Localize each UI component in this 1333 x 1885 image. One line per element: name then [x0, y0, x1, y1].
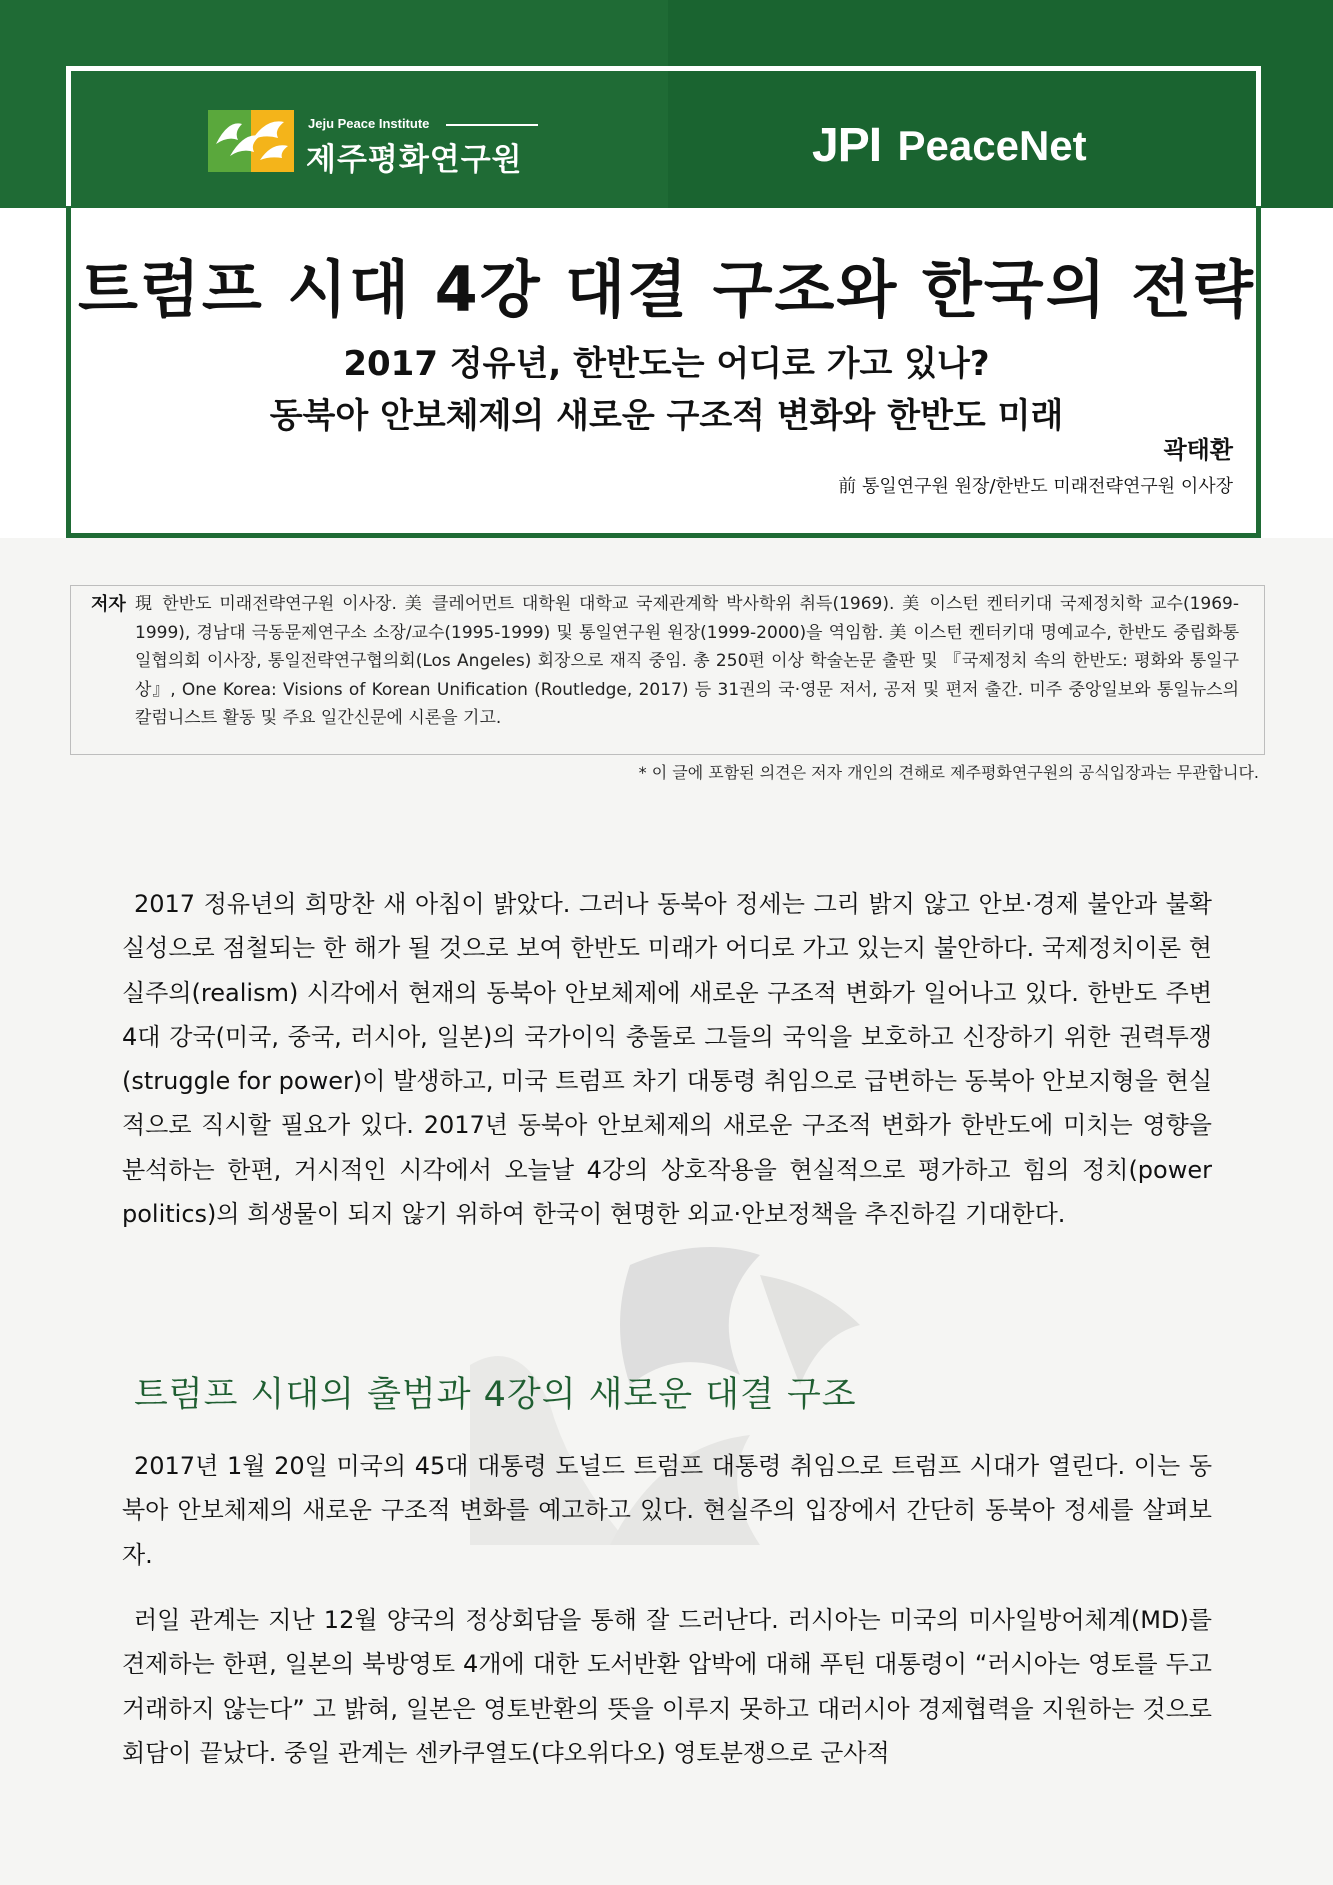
bio-text: 現 한반도 미래전략연구원 이사장. 美 클레어먼트 대학원 대학교 국제관계학 박사학위 취득(1969). 美 이스턴 켄터키대 국제정치학 교수(1969-1999), 경남대 극동문제연구소 소장/교수(1995-1999) 및 통일연구원 원장(1999-2000)을 역임함. 美 이스턴 켄터키대 명예교수, 한반도 중립화통일협의회 이사장, 통일전략연구협의회(Los Angeles) 회장으로 재직 중임. 총 250편 이상 학술논문 출판 및 『국제정치 속의 한반도: 평화와 통일구상』, One Korea: Visions of Korean Unification (Routledge, 2017) 등 31권의 국·영문 저서, 공저 및 편저 출간. 미주 중앙일보와 통일뉴스의 칼럼니스트 활동 및 주요 일간신문에 시론을 기고. [135, 594, 1239, 729]
page-title: 트럼프 시대 4강 대결 구조와 한국의 전략 [78, 253, 1255, 326]
author-bio-box [70, 585, 1265, 755]
bio-label: 저자 [91, 594, 126, 615]
peacenet-wordmark: PeaceNet [897, 121, 1087, 169]
subtitle-2: 동북아 안보체제의 새로운 구조적 변화와 한반도 미래 [269, 396, 1064, 436]
dove-logo-icon [208, 110, 294, 172]
jpi-wordmark: JPI [812, 119, 882, 172]
jeju-peace-institute-logo [208, 110, 538, 178]
body-paragraph-2: 2017년 1월 20일 미국의 45대 대통령 도널드 트럼프 대통령 취임으로 트럼프 시대가 열린다. 이는 동북아 안보체제의 새로운 구조적 변화를 예고하고 있다. 현실주의 입장에서 간단히 동북아 정세를 살펴보자. [122, 1452, 1213, 1569]
author-name: 곽태환 [1163, 436, 1233, 464]
author-affiliation: 前 통일연구원 원장/한반도 미래전략연구원 이사장 [838, 476, 1233, 497]
logo-english-name: Jeju Peace Institute [308, 116, 430, 131]
section-heading: 트럼프 시대의 출범과 4강의 새로운 대결 구조 [134, 1375, 857, 1415]
body-paragraph-1: 2017 정유년의 희망찬 새 아침이 밝았다. 그러나 동북아 정세는 그리 밝지 않고 안보·경제 불안과 불확실성으로 점철되는 한 해가 될 것으로 보여 한반도 미래가 어디로 가고 있는지 불안하다. 국제정치이론 현실주의(realism) 시각에서 현재의 동북아 안보체제에 새로운 구조적 변화가 일어나고 있다. 한반도 주변 4대 강국(미국, 중국, 러시아, 일본)의 국가이익 충돌로 그들의 국익을 보호하고 신장하기 위한 권력투쟁(struggle for power)이 발생하고, 미국 트럼프 차기 대통령 취임으로 급변하는 동북아 안보지형을 현실적으로 직시할 필요가 있다. 2017년 동북아 안보체제의 새로운 구조적 변화가 한반도에 미치는 영향을 분석하는 한편, 거시적인 시각에서 오늘날 4강의 상호작용을 현실적으로 평가하고 힘의 정치(power politics)의 희생물이 되지 않기 위하여 한국이 현명한 외교·안보정책을 추진하길 기대한다. [122, 890, 1212, 1229]
logo-underline [446, 124, 538, 126]
disclaimer: * 이 글에 포함된 의견은 저자 개인의 견해로 제주평화연구원의 공식입장과는 무관합니다. [638, 763, 1259, 782]
peacenet-logo [812, 118, 1087, 174]
body-paragraph-3: 러일 관계는 지난 12월 양국의 정상회담을 통해 잘 드러난다. 러시아는 미국의 미사일방어체계(MD)를 견제하는 한편, 일본의 북방영토 4개에 대한 도서반환 압박에 대해 푸틴 대통령이 “러시아는 영토를 두고 거래하지 않는다” 고 밝혀, 일본은 영토반환의 뜻을 이루지 못하고 대러시아 경제협력을 지원하는 것으로 회담이 끝났다. 중일 관계는 센카쿠열도(댜오위다오) 영토분쟁으로 군사적 [122, 1606, 1212, 1767]
logo-korean-name: 제주평화연구원 [306, 142, 523, 178]
subtitle-1: 2017 정유년, 한반도는 어디로 가고 있나? [343, 344, 990, 384]
